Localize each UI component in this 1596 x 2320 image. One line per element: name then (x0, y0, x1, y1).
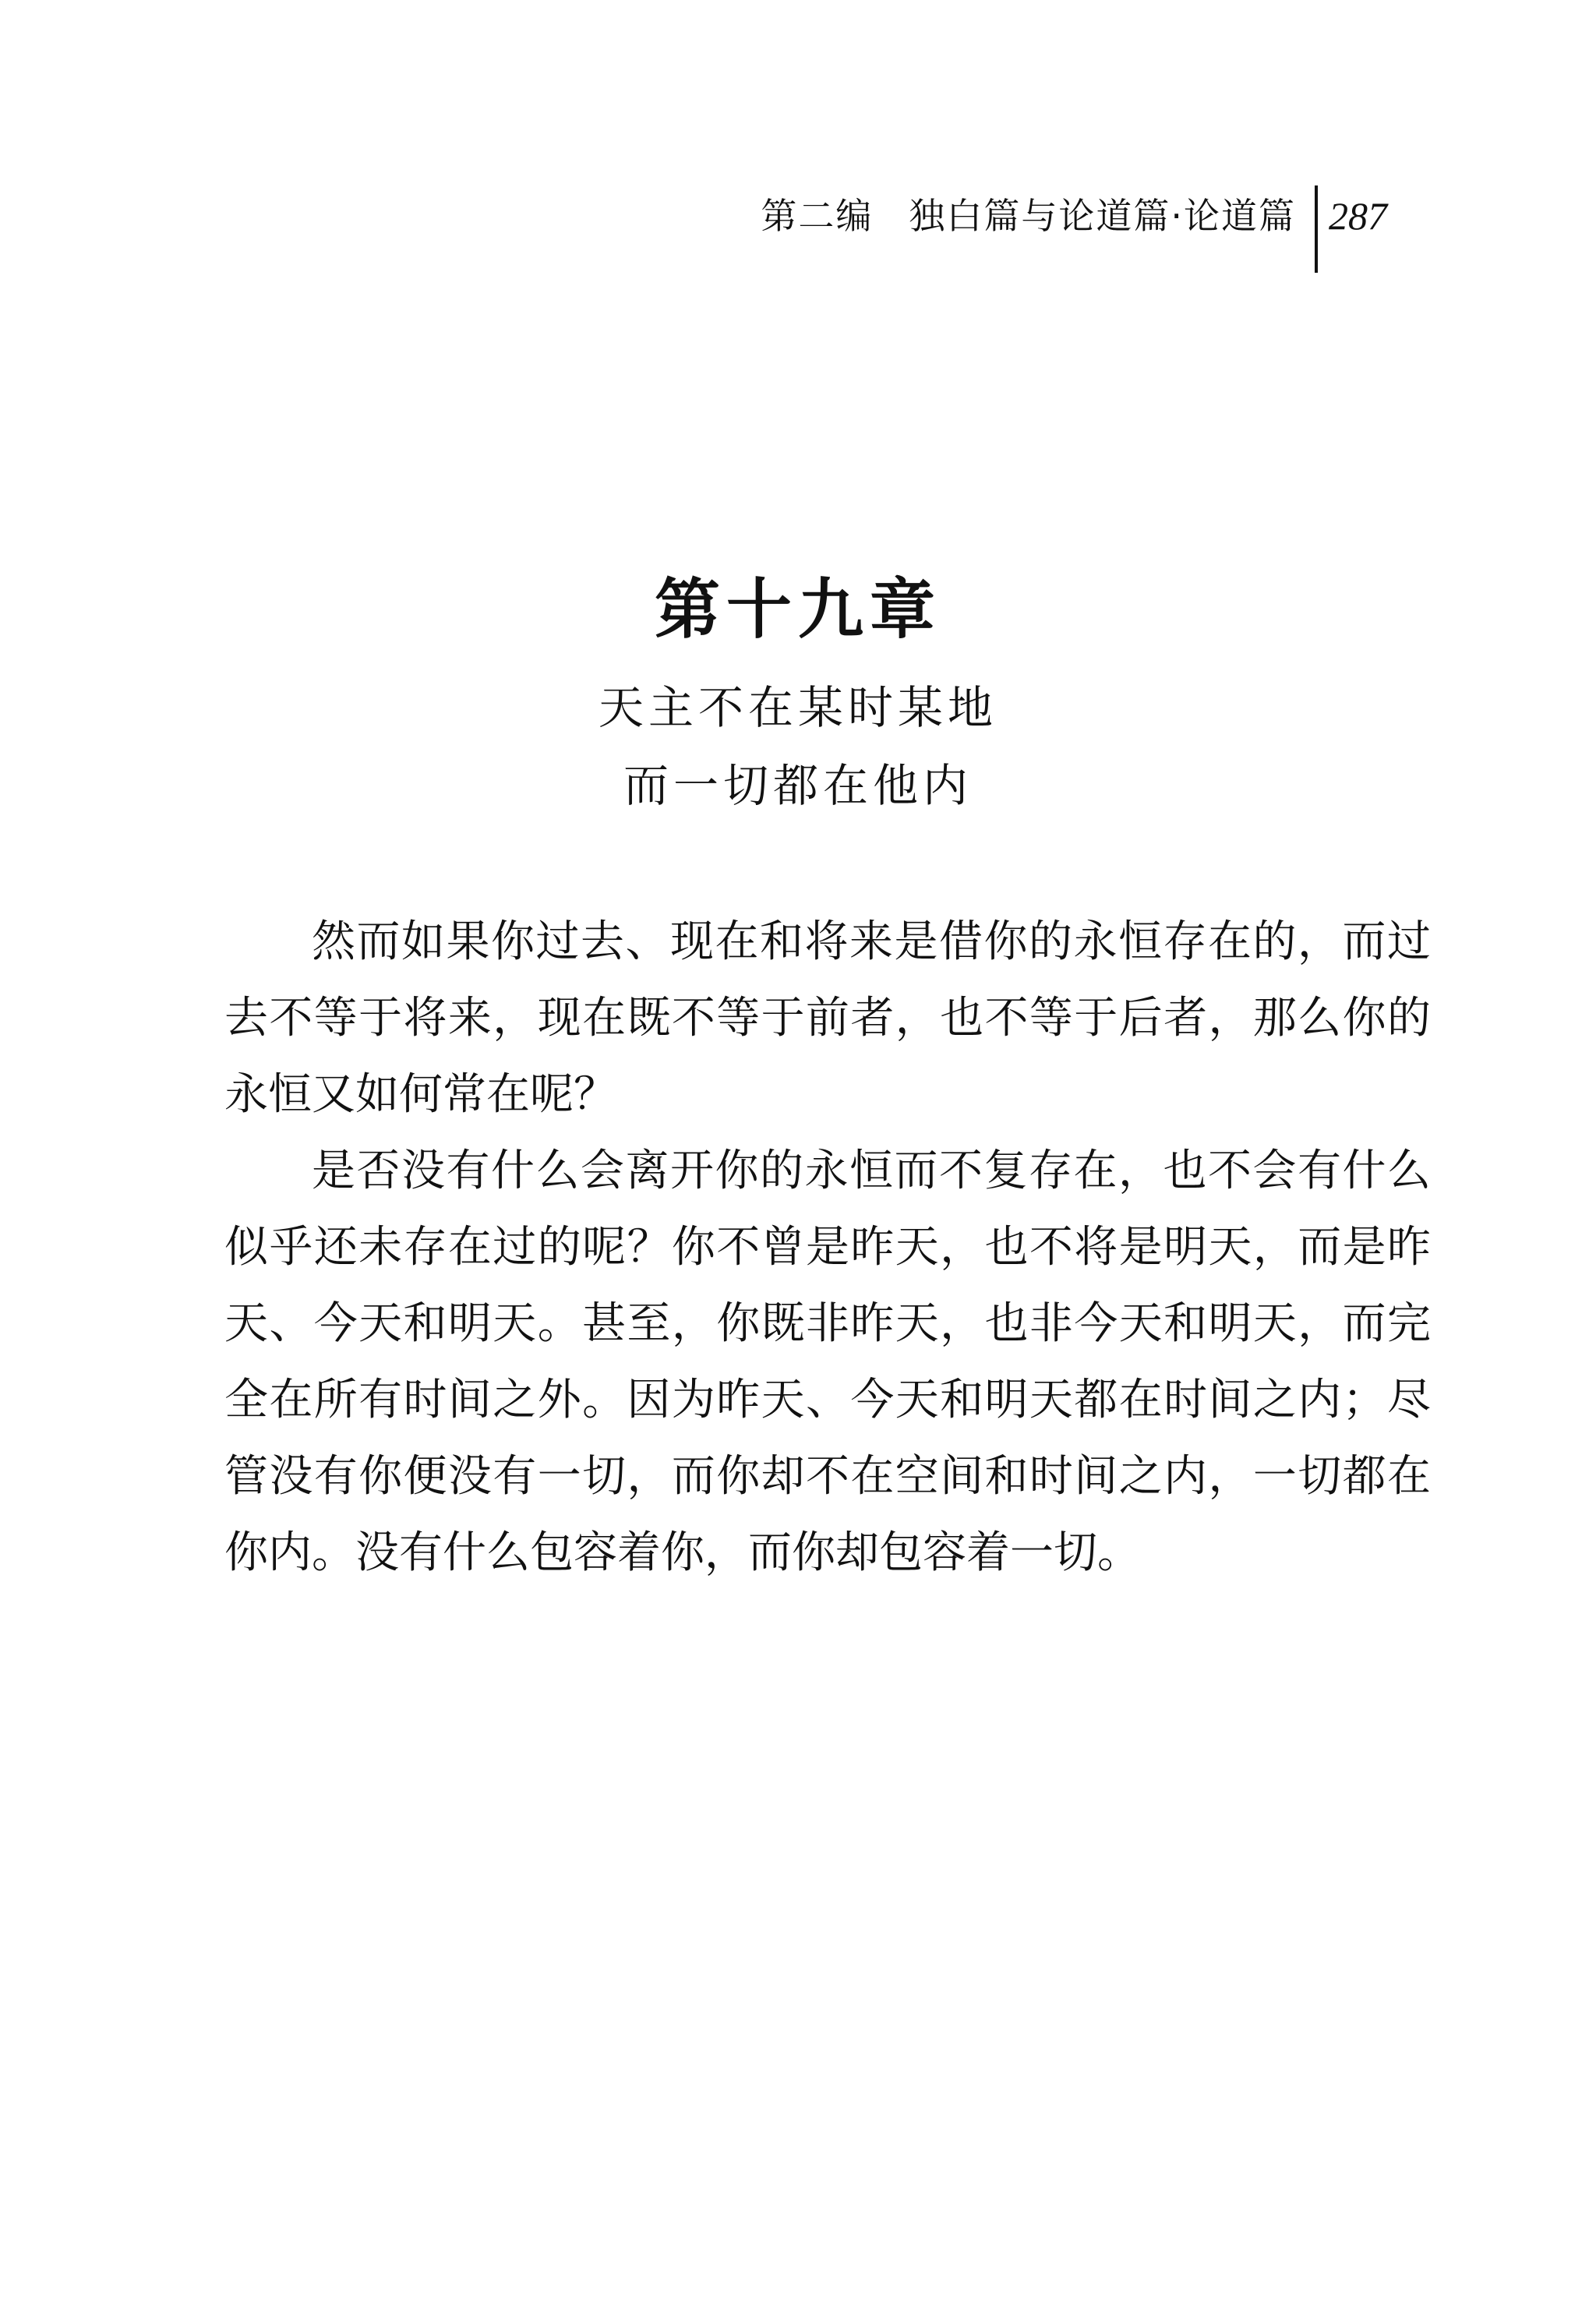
header-section-label: 独白篇与论道篇·论道篇 (909, 195, 1296, 237)
chapter-subtitle (0, 669, 1596, 825)
paragraph-1: 然而如果你过去、现在和将来是借你的永恒存在的，而过去不等于将来，现在既不等于前者，也不等于后者，那么你的永恒又如何常在呢？ (224, 916, 1431, 1120)
subtitle-line-2: 而一切都在他内 (623, 759, 973, 812)
chapter-title: 第十九章 (654, 570, 941, 648)
page-number: 287 (1329, 194, 1387, 238)
paragraph-2: 是否没有什么会离开你的永恒而不复存在，也不会有什么似乎还未存在过的呢？你不曾是昨天，也不将是明天，而是昨天、今天和明天。甚至，你既非昨天，也非今天和明天，而完全在所有时间之外。因为昨天、今天和明天都在时间之内；尽管没有你便没有一切，而你却不在空间和时间之内，一切都在你内。没有什么包容着你，而你却包容着一切。 (224, 1146, 1431, 1578)
running-header (761, 185, 1387, 271)
body-text (224, 904, 1431, 1591)
header-part-label: 第二编 (761, 195, 874, 237)
header-text (761, 185, 1315, 237)
subtitle-line-1: 天主不在某时某地 (598, 681, 998, 734)
